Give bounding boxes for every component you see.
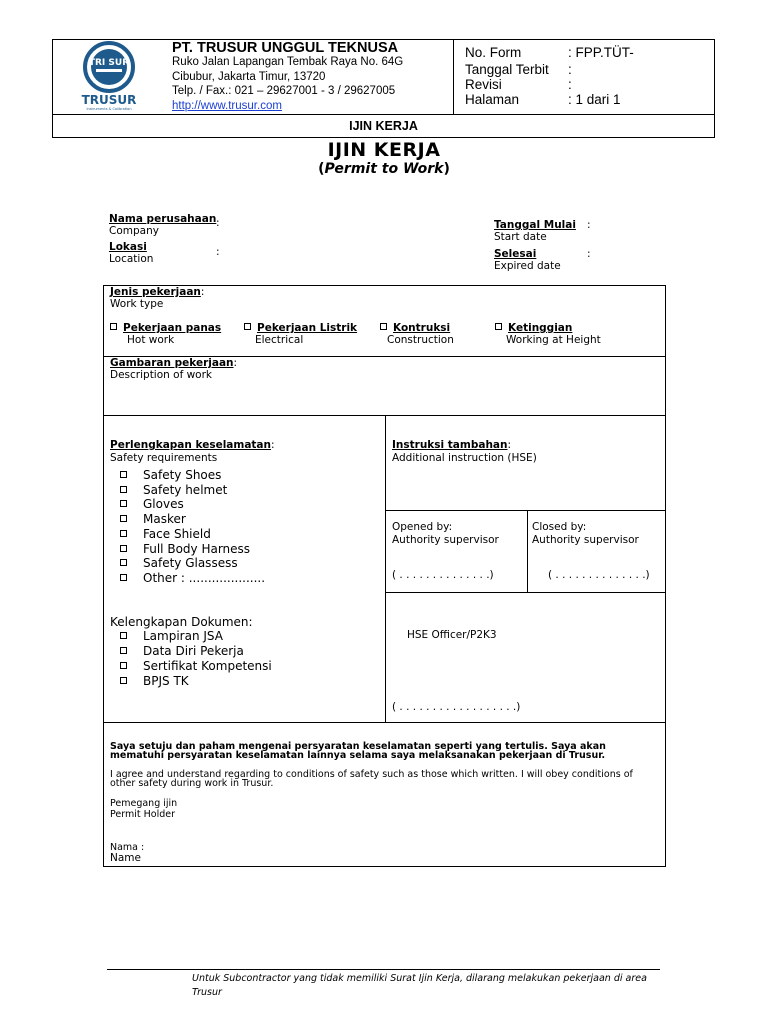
page-subtitle: (Permit to Work) [318, 161, 450, 177]
closed-by-sub: Authority supervisor [532, 534, 639, 546]
revision-label: Revisi [465, 77, 502, 92]
checkbox-icon[interactable] [120, 662, 127, 669]
closed-by-label: Closed by: [532, 521, 587, 533]
checkbox-icon[interactable] [120, 530, 127, 537]
header-divider-horizontal [53, 114, 714, 115]
hse-officer-label: HSE Officer/P2K3 [407, 629, 497, 641]
checkbox-icon[interactable] [120, 677, 127, 684]
work-type-sub: Work type [110, 298, 164, 310]
documents-label: Kelengkapan Dokumen: [110, 615, 253, 629]
location-field-colon: : [216, 246, 220, 258]
company-name: PT. TRUSUR UNGGUL TEKNUSA [172, 40, 399, 56]
description-sub: Description of work [110, 369, 213, 381]
divider-hse [385, 592, 665, 593]
document-item[interactable]: Data Diri Pekerja [120, 644, 244, 658]
checkbox-icon[interactable] [120, 486, 127, 493]
start-date-field [494, 219, 576, 243]
location-field-sub: Location [109, 253, 154, 265]
safety-item[interactable]: Safety Glassess [120, 556, 238, 570]
location-field-label: Lokasi [109, 241, 147, 253]
checkbox-icon[interactable] [120, 559, 127, 566]
start-date-input[interactable] [598, 216, 708, 240]
company-website-link[interactable]: http://www.trusur.com [172, 100, 282, 112]
instructions-sub: Additional instruction (HSE) [392, 452, 537, 464]
document-item[interactable]: BPJS TK [120, 674, 189, 688]
name-label: Nama : [110, 842, 145, 853]
checkbox-icon[interactable] [120, 515, 127, 522]
document-header [52, 39, 715, 138]
description-label: Gambaran pekerjaan: [110, 357, 238, 369]
company-address-1: Ruko Jalan Lapangan Tembak Raya No. 64G [172, 56, 404, 68]
checkbox-height[interactable] [495, 323, 502, 330]
checkbox-construction[interactable] [380, 323, 387, 330]
name-sub: Name [110, 852, 141, 864]
end-date-sub: Expired date [494, 260, 561, 272]
instructions-input[interactable] [392, 467, 658, 507]
end-date-field [494, 248, 561, 272]
form-number-label: No. Form [465, 45, 522, 60]
page-value: : 1 dari 1 [568, 92, 621, 107]
safety-item[interactable]: Safety Shoes [120, 468, 221, 482]
logo-text: TRUSUR [81, 93, 137, 107]
end-date-label: Selesai [494, 248, 537, 260]
checkbox-hot-work[interactable] [110, 323, 117, 330]
work-type-label: Jenis pekerjaan: [110, 286, 205, 298]
work-type-electrical[interactable]: Pekerjaan Listrik Electrical [244, 322, 357, 346]
agreement-text-en: I agree and understand regarding to conditions of safety such as those which written. I will obey conditions of other safety during work in Trusur. [110, 769, 633, 789]
revision-value: : [568, 77, 572, 92]
company-field-label: Nama perusahaan [109, 213, 217, 225]
location-field [109, 241, 153, 265]
safety-item[interactable]: Masker [120, 512, 186, 526]
permit-holder-label-id: Pemegang ijin [110, 798, 178, 809]
work-type-hot-work[interactable]: Pekerjaan panas Hot work [110, 322, 221, 346]
start-date-sub: Start date [494, 231, 547, 243]
checkbox-icon[interactable] [120, 632, 127, 639]
issue-date-label: Tanggal Terbit [465, 62, 549, 77]
page-title: IJIN KERJA [327, 139, 441, 161]
instructions-label: Instruksi tambahan: [392, 439, 512, 451]
safety-label: Perlengkapan keselamatan: [110, 439, 275, 451]
opened-by-sub: Authority supervisor [392, 534, 499, 546]
work-type-construction[interactable]: Kontruksi Construction [380, 322, 454, 346]
logo-subtitle: Instruments & Calibration [86, 107, 132, 111]
safety-item[interactable]: Gloves [120, 497, 184, 511]
closed-by-signature[interactable]: ( . . . . . . . . . . . . . .) [548, 569, 650, 581]
checkbox-icon[interactable] [120, 574, 127, 581]
footer-rule [107, 969, 660, 970]
start-date-label: Tanggal Mulai [494, 219, 576, 231]
opened-by-signature[interactable]: ( . . . . . . . . . . . . . .) [392, 569, 494, 581]
checkbox-icon[interactable] [120, 500, 127, 507]
company-phone: Telp. / Fax.: 021 – 29627001 - 3 / 29627005 [172, 85, 396, 97]
name-field [110, 843, 144, 863]
location-input[interactable] [226, 240, 476, 266]
page-label: Halaman [465, 92, 520, 107]
safety-item[interactable]: Face Shield [120, 527, 211, 541]
safety-sub: Safety requirements [110, 452, 218, 464]
document-item[interactable]: Lampiran JSA [120, 629, 223, 643]
divider-opened-closed [527, 510, 528, 592]
safety-item[interactable]: Safety helmet [120, 483, 227, 497]
agreement-text-id: Saya setuju dan paham mengenai persyaratan keselamatan seperti yang tertulis. Saya akan mematuhi persyaratan keselamatan lainnya selama saya melaksanakan pekerjaan di Trusur. [110, 741, 606, 761]
permit-form [103, 285, 666, 867]
description-input[interactable] [110, 384, 655, 412]
svg-text:TRI SUR: TRI SUR [88, 58, 130, 68]
form-number-value: : FPP.TÜT- [568, 45, 634, 60]
checkbox-icon[interactable] [120, 647, 127, 654]
end-date-input[interactable] [598, 245, 708, 269]
divider-vertical [385, 415, 386, 722]
name-input[interactable] [154, 838, 454, 860]
logo-mark-icon [77, 41, 141, 97]
company-field [109, 213, 216, 237]
divider-agreement [104, 722, 665, 723]
header-section-title: IJIN KERJA [349, 119, 418, 133]
opened-by-label: Opened by: [392, 521, 453, 533]
company-logo [77, 41, 141, 113]
hse-officer-signature[interactable]: ( . . . . . . . . . . . . . . . . . .) [392, 701, 521, 713]
company-address-2: Cibubur, Jakarta Timur, 13720 [172, 71, 326, 83]
work-type-height[interactable]: Ketinggian Working at Height [495, 322, 601, 346]
company-input[interactable] [226, 212, 476, 238]
header-divider [453, 40, 454, 114]
permit-holder-label-en: Permit Holder [110, 809, 175, 820]
divider-instructions [385, 510, 665, 511]
company-field-sub: Company [109, 225, 159, 237]
start-date-colon: : [587, 219, 591, 231]
issue-date-value: : [568, 62, 572, 77]
checkbox-icon[interactable] [120, 471, 127, 478]
checkbox-electrical[interactable] [244, 323, 251, 330]
end-date-colon: : [587, 248, 591, 260]
company-field-colon: : [216, 217, 220, 229]
checkbox-icon[interactable] [120, 545, 127, 552]
document-item[interactable]: Sertifikat Kompetensi [120, 659, 272, 673]
safety-item-other[interactable]: Other : .................... [120, 571, 265, 585]
footer-note: Untuk Subcontractor yang tidak memiliki Surat Ijin Kerja, dilarang melakukan pekerjaan di area Trusur [192, 973, 647, 998]
safety-item[interactable]: Full Body Harness [120, 542, 250, 556]
permit-holder-label [110, 798, 177, 820]
